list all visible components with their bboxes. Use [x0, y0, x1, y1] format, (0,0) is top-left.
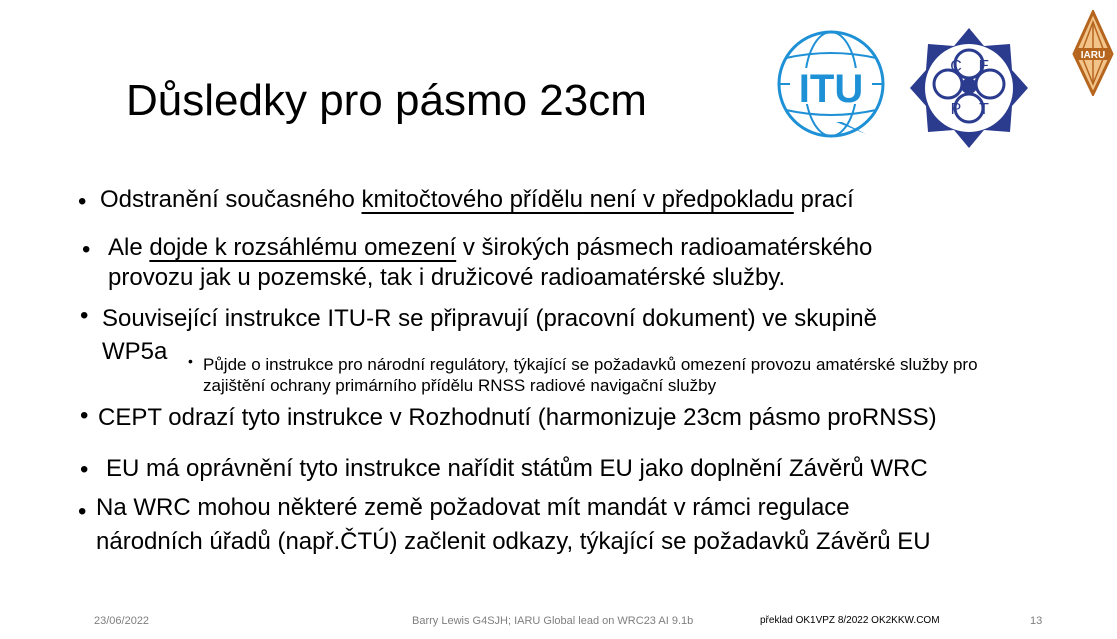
itu-logo-text: ITU [798, 67, 864, 111]
bullet-6-line-1: Na WRC mohou některé země požadovat mít mandát v rámci regulace [96, 494, 850, 521]
cept-letter-e: E [978, 58, 990, 75]
itu-logo [776, 26, 886, 142]
cept-letter-p: P [950, 101, 962, 118]
cept-letter-t: T [979, 101, 989, 118]
bullet-dot: • [82, 236, 91, 263]
bullet-dot: • [78, 188, 87, 215]
footer-page-number: 13 [1030, 615, 1043, 627]
sub-bullet-dot: • [188, 353, 193, 369]
footer-translation: překlad OK1VPZ 8/2022 OK2KKW.COM [760, 615, 940, 626]
bullet-dot: • [80, 302, 89, 329]
slide-title: Důsledky pro pásmo 23cm [126, 76, 647, 125]
bullet-2-line-1 [108, 234, 872, 262]
bullet-3-line-1: Související instrukce ITU-R se připravují (pracovní dokument) ve skupině [102, 305, 877, 332]
cept-letter-c: C [950, 58, 962, 75]
bullet-5: EU má oprávnění tyto instrukce nařídit státům EU jako doplnění Závěrů WRC [106, 455, 928, 482]
sub-bullet-line-1: Půjde o instrukce pro národní regulátory, týkající se požadavků omezení provozu amatérské služby pro [203, 355, 978, 374]
bullet-1 [100, 186, 854, 214]
iaru-logo [1072, 10, 1114, 96]
bullet-1-post: prací [793, 186, 854, 213]
bullet-2-underlined: dojde k rozsáhlému omezení [149, 234, 457, 261]
iaru-logo-text: IARU [1080, 50, 1106, 61]
bullet-dot: • [80, 402, 89, 429]
footer-author: Barry Lewis G4SJH; IARU Global lead on WRC23 AI 9.1b [412, 615, 694, 627]
bullet-dot: • [80, 456, 89, 483]
bullet-2-pre: Ale [108, 234, 150, 261]
bullet-dot: • [78, 498, 87, 525]
cept-logo [906, 24, 1032, 152]
bullet-4: CEPT odrazí tyto instrukce v Rozhodnutí (harmonizuje 23cm pásmo proRNSS) [98, 404, 937, 431]
bullet-1-underlined-b: není v předpokladu [582, 186, 794, 213]
footer-date: 23/06/2022 [94, 615, 150, 627]
bullet-3-line-2: WP5a [102, 338, 168, 365]
bullet-6-line-2: národních úřadů (např.ČTÚ) začlenit odkazy, týkající se požadavků Závěrů EU [96, 528, 931, 555]
bullet-2-post: v širokých pásmech radioamatérského [456, 234, 873, 261]
bullet-1-underlined-a: kmitočtového přídělu [361, 186, 583, 213]
sub-bullet-line-2: zajištění ochrany primárního přídělu RNSS radiové navigační služby [203, 376, 717, 395]
bullet-2-line-2: provozu jak u pozemské, tak i družicové radioamatérské služby. [108, 264, 786, 291]
bullet-1-pre: Odstranění současného [100, 186, 362, 213]
